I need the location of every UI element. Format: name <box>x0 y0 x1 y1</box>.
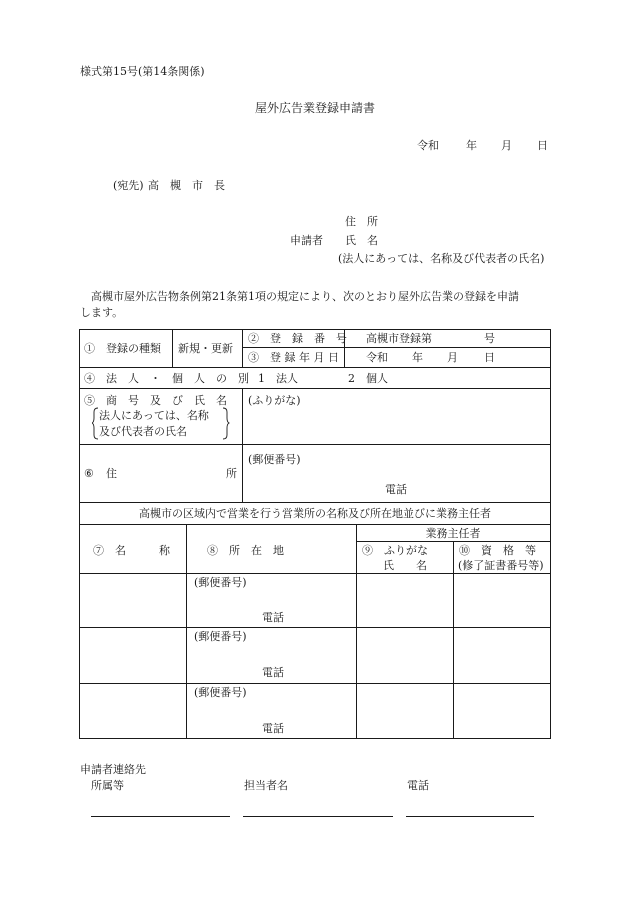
form-title: 屋外広告業登録申請書 <box>254 101 376 115</box>
applicant-address-label: 住 所 <box>345 215 378 228</box>
entity-option-individual: 2 個人 <box>348 372 388 385</box>
contact-phone-label: 電話 <box>407 779 429 792</box>
contact-person-label: 担当者名 <box>244 779 288 792</box>
applicant-label: 申請者 <box>290 234 323 247</box>
registration-type-value: 新規・更新 <box>178 342 233 355</box>
addressee-name: 高 槻 市 長 <box>148 179 225 192</box>
address-postal: (郵便番号) <box>248 453 301 466</box>
manager-header: 業務主任者 <box>425 527 481 540</box>
form-number: 様式第15号(第14条関係) <box>80 65 205 78</box>
address-label-b: 所 <box>226 467 237 480</box>
contact-phone-line <box>406 816 534 817</box>
entity-option-corporate: 1 法人 <box>258 372 298 385</box>
office-row-3-postal: (郵便番号) <box>194 686 247 699</box>
registration-date-day: 日 <box>484 351 495 364</box>
addressee-prefix: (宛先) <box>113 179 144 192</box>
intro-line-1: 高槻市屋外広告物条例第21条第1項の規定により、次のとおり屋外広告業の登録を申請 <box>91 290 519 303</box>
trade-name-note-2: 及び代表者の氏名 <box>99 425 187 438</box>
registration-date-year: 年 <box>412 351 423 364</box>
registration-number-label: ② 登 録 番 号 <box>248 332 347 345</box>
registration-type-label: ① 登録の種類 <box>84 342 161 355</box>
registration-date-label: ③ 登 録 年 月 日 <box>248 351 339 364</box>
column-qualification-sub: (修了証書番号等) <box>458 559 544 572</box>
address-label-number: ⑥ <box>84 467 94 480</box>
office-row-1-postal: (郵便番号) <box>194 576 247 589</box>
column-office-name: ⑦ 名 称 <box>93 544 170 557</box>
address-phone: 電話 <box>385 483 407 496</box>
trade-name-furigana: (ふりがな) <box>248 394 301 407</box>
office-section-header: 高槻市の区域内で営業を行う営業所の名称及び所在地並びに業務主任者 <box>139 507 491 520</box>
date-era: 令和 <box>417 139 439 152</box>
registration-date-month: 月 <box>447 351 458 364</box>
entity-type-label: ④ 法 人 ・ 個 人 の 別 <box>84 372 249 385</box>
column-location: ⑧ 所 在 地 <box>207 544 284 557</box>
registration-number-suffix: 号 <box>484 332 495 345</box>
contact-heading: 申請者連絡先 <box>80 763 146 776</box>
registration-number-value: 高槻市登録第 <box>366 332 432 345</box>
office-row-1-phone: 電話 <box>262 611 284 624</box>
date-month: 月 <box>501 139 512 152</box>
date-year: 年 <box>466 139 477 152</box>
office-row-2-postal: (郵便番号) <box>194 630 247 643</box>
trade-name-note-1: 法人にあっては、名称 <box>99 409 209 422</box>
trade-name-label: ⑤ 商 号 及 び 氏 名 <box>84 394 227 407</box>
office-row-2-phone: 電話 <box>262 666 284 679</box>
date-day: 日 <box>537 139 548 152</box>
column-qualification: ⑩ 資 格 等 <box>459 544 536 557</box>
address-label-a: 住 <box>106 467 117 480</box>
column-person-name: 氏 名 <box>383 559 427 572</box>
intro-line-2: します。 <box>80 306 124 319</box>
registration-date-era: 令和 <box>366 351 388 364</box>
applicant-name-label: 氏 名 <box>345 234 378 247</box>
column-furigana: ⑨ ふりがな <box>362 544 428 557</box>
contact-department-line <box>91 816 230 817</box>
corporate-note: (法人にあっては、名称及び代表者の氏名) <box>338 252 545 265</box>
contact-person-line <box>243 816 393 817</box>
contact-department-label: 所属等 <box>91 779 124 792</box>
office-row-3-phone: 電話 <box>262 722 284 735</box>
